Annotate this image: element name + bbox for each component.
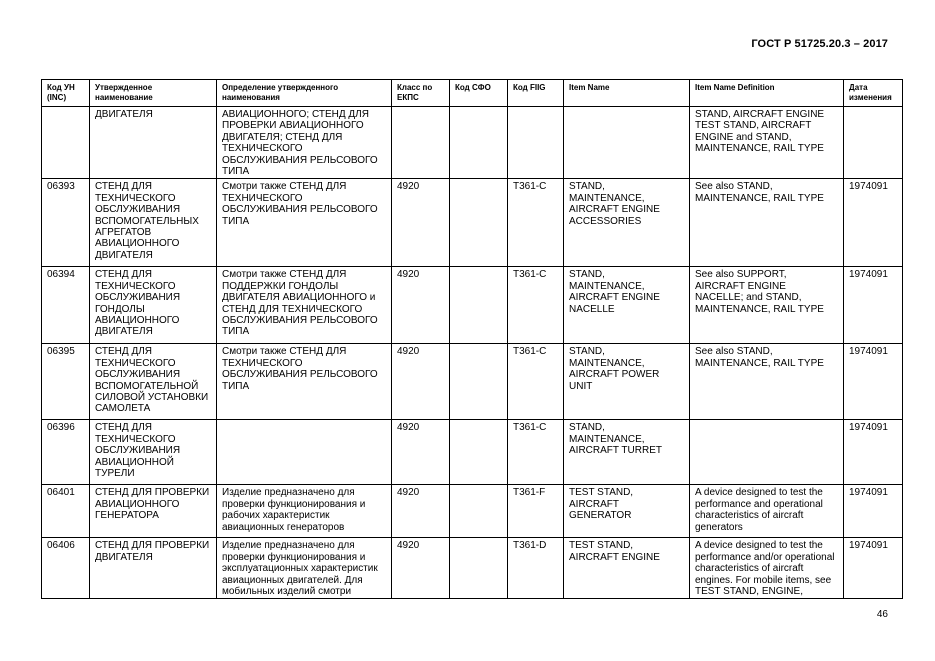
col-header-item-name: Item Name (564, 80, 690, 107)
cell-fiig: T361-C (508, 420, 564, 485)
cell-item-definition: See also STAND, MAINTENANCE, RAIL TYPE (690, 344, 844, 420)
col-header-inc: Код УН (INC) (42, 80, 90, 107)
cell-item-definition (690, 420, 844, 485)
cell-change-date: 1974091 (844, 267, 903, 344)
cell-definition: АВИАЦИОННОГО; СТЕНД ДЛЯ ПРОВЕРКИ АВИАЦИОННОГО ДВИГАТЕЛЯ; СТЕНД ДЛЯ ТЕХНИЧЕСКОГО ОБСЛУЖИВАНИЯ РЕЛЬСОВОГО ТИПА (217, 107, 392, 179)
cell-approved-name: СТЕНД ДЛЯ ТЕХНИЧЕСКОГО ОБСЛУЖИВАНИЯ АВИАЦИОННОЙ ТУРЕЛИ (90, 420, 217, 485)
cell-definition: Изделие предназначено для проверки функционирования и эксплуатационных характеристик авиационных двигателей. Для мобильных изделий смотри (217, 538, 392, 599)
cell-sfo (450, 267, 508, 344)
cell-fiig (508, 107, 564, 179)
cell-approved-name: СТЕНД ДЛЯ ТЕХНИЧЕСКОГО ОБСЛУЖИВАНИЯ ВСПОМОГАТЕЛЬНЫХ АГРЕГАТОВ АВИАЦИОННОГО ДВИГАТЕЛЯ (90, 179, 217, 267)
cell-approved-name: СТЕНД ДЛЯ ПРОВЕРКИ ДВИГАТЕЛЯ (90, 538, 217, 599)
cell-fiig: T361-C (508, 179, 564, 267)
cell-change-date: 1974091 (844, 179, 903, 267)
cell-item-definition: STAND, AIRCRAFT ENGINE TEST STAND, AIRCRAFT ENGINE and STAND, MAINTENANCE, RAIL TYPE (690, 107, 844, 179)
col-header-change-date: Дата изменения (844, 80, 903, 107)
cell-fiig: T361-C (508, 344, 564, 420)
cell-approved-name: СТЕНД ДЛЯ ПРОВЕРКИ АВИАЦИОННОГО ГЕНЕРАТОРА (90, 485, 217, 538)
cell-item-name (564, 107, 690, 179)
cell-inc: 06401 (42, 485, 90, 538)
cell-item-definition: A device designed to test the performance and/or operational characteristics of aircraft engines. For mobile items, see TEST STAND, ENGINE, (690, 538, 844, 599)
cell-item-definition: See also SUPPORT, AIRCRAFT ENGINE NACELLE; and STAND, MAINTENANCE, RAIL TYPE (690, 267, 844, 344)
cell-item-definition: A device designed to test the performance and operational characteristics of aircraft generators (690, 485, 844, 538)
table-row (42, 179, 903, 267)
col-header-class: Класс по ЕКПС (392, 80, 450, 107)
cell-class (392, 107, 450, 179)
col-header-sfo: Код СФО (450, 80, 508, 107)
cell-approved-name: ДВИГАТЕЛЯ (90, 107, 217, 179)
col-header-definition: Определение утвержденного наименования (217, 80, 392, 107)
cell-class: 4920 (392, 267, 450, 344)
cell-item-name: STAND, MAINTENANCE, AIRCRAFT TURRET (564, 420, 690, 485)
cell-sfo (450, 420, 508, 485)
cell-sfo (450, 344, 508, 420)
cell-inc (42, 107, 90, 179)
cell-approved-name: СТЕНД ДЛЯ ТЕХНИЧЕСКОГО ОБСЛУЖИВАНИЯ ВСПОМОГАТЕЛЬНОЙ СИЛОВОЙ УСТАНОВКИ САМОЛЕТА (90, 344, 217, 420)
cell-change-date: 1974091 (844, 344, 903, 420)
cell-item-definition: See also STAND, MAINTENANCE, RAIL TYPE (690, 179, 844, 267)
cell-definition: Изделие предназначено для проверки функционирования и рабочих характеристик авиационных генераторов (217, 485, 392, 538)
col-header-fiig: Код FIIG (508, 80, 564, 107)
cell-change-date: 1974091 (844, 538, 903, 599)
cell-sfo (450, 179, 508, 267)
cell-inc: 06395 (42, 344, 90, 420)
cell-sfo (450, 538, 508, 599)
table-row (42, 267, 903, 344)
table-row (42, 344, 903, 420)
cell-sfo (450, 107, 508, 179)
table-header-row (42, 80, 903, 107)
cell-item-name: TEST STAND, AIRCRAFT GENERATOR (564, 485, 690, 538)
cell-definition: Смотри также СТЕНД ДЛЯ ТЕХНИЧЕСКОГО ОБСЛУЖИВАНИЯ РЕЛЬСОВОГО ТИПА (217, 344, 392, 420)
cell-class: 4920 (392, 179, 450, 267)
table-row (42, 107, 903, 179)
col-header-item-definition: Item Name Definition (690, 80, 844, 107)
cell-item-name: TEST STAND, AIRCRAFT ENGINE (564, 538, 690, 599)
cell-change-date: 1974091 (844, 420, 903, 485)
table-row (42, 485, 903, 538)
cell-definition: Смотри также СТЕНД ДЛЯ ПОДДЕРЖКИ ГОНДОЛЫ ДВИГАТЕЛЯ АВИАЦИОННОГО и СТЕНД ДЛЯ ТЕХНИЧЕСКОГО ОБСЛУЖИВАНИЯ РЕЛЬСОВОГО ТИПА (217, 267, 392, 344)
cell-definition (217, 420, 392, 485)
cell-class: 4920 (392, 344, 450, 420)
table-row (42, 538, 903, 599)
cell-item-name: STAND, MAINTENANCE, AIRCRAFT POWER UNIT (564, 344, 690, 420)
cell-fiig: T361-C (508, 267, 564, 344)
cell-item-name: STAND, MAINTENANCE, AIRCRAFT ENGINE NACELLE (564, 267, 690, 344)
cell-inc: 06406 (42, 538, 90, 599)
table-row (42, 420, 903, 485)
cell-approved-name: СТЕНД ДЛЯ ТЕХНИЧЕСКОГО ОБСЛУЖИВАНИЯ ГОНДОЛЫ АВИАЦИОННОГО ДВИГАТЕЛЯ (90, 267, 217, 344)
page-number: 46 (876, 609, 888, 620)
cell-inc: 06396 (42, 420, 90, 485)
cell-definition: Смотри также СТЕНД ДЛЯ ТЕХНИЧЕСКОГО ОБСЛУЖИВАНИЯ РЕЛЬСОВОГО ТИПА (217, 179, 392, 267)
document-standard-number: ГОСТ Р 51725.20.3 – 2017 (751, 38, 888, 50)
cell-inc: 06394 (42, 267, 90, 344)
cell-fiig: T361-F (508, 485, 564, 538)
nomenclature-table (41, 79, 903, 599)
cell-change-date (844, 107, 903, 179)
cell-fiig: T361-D (508, 538, 564, 599)
cell-sfo (450, 485, 508, 538)
cell-item-name: STAND, MAINTENANCE, AIRCRAFT ENGINE ACCESSORIES (564, 179, 690, 267)
cell-class: 4920 (392, 420, 450, 485)
col-header-approved-name: Утвержденное наименование (90, 80, 217, 107)
cell-class: 4920 (392, 538, 450, 599)
cell-class: 4920 (392, 485, 450, 538)
cell-inc: 06393 (42, 179, 90, 267)
cell-change-date: 1974091 (844, 485, 903, 538)
